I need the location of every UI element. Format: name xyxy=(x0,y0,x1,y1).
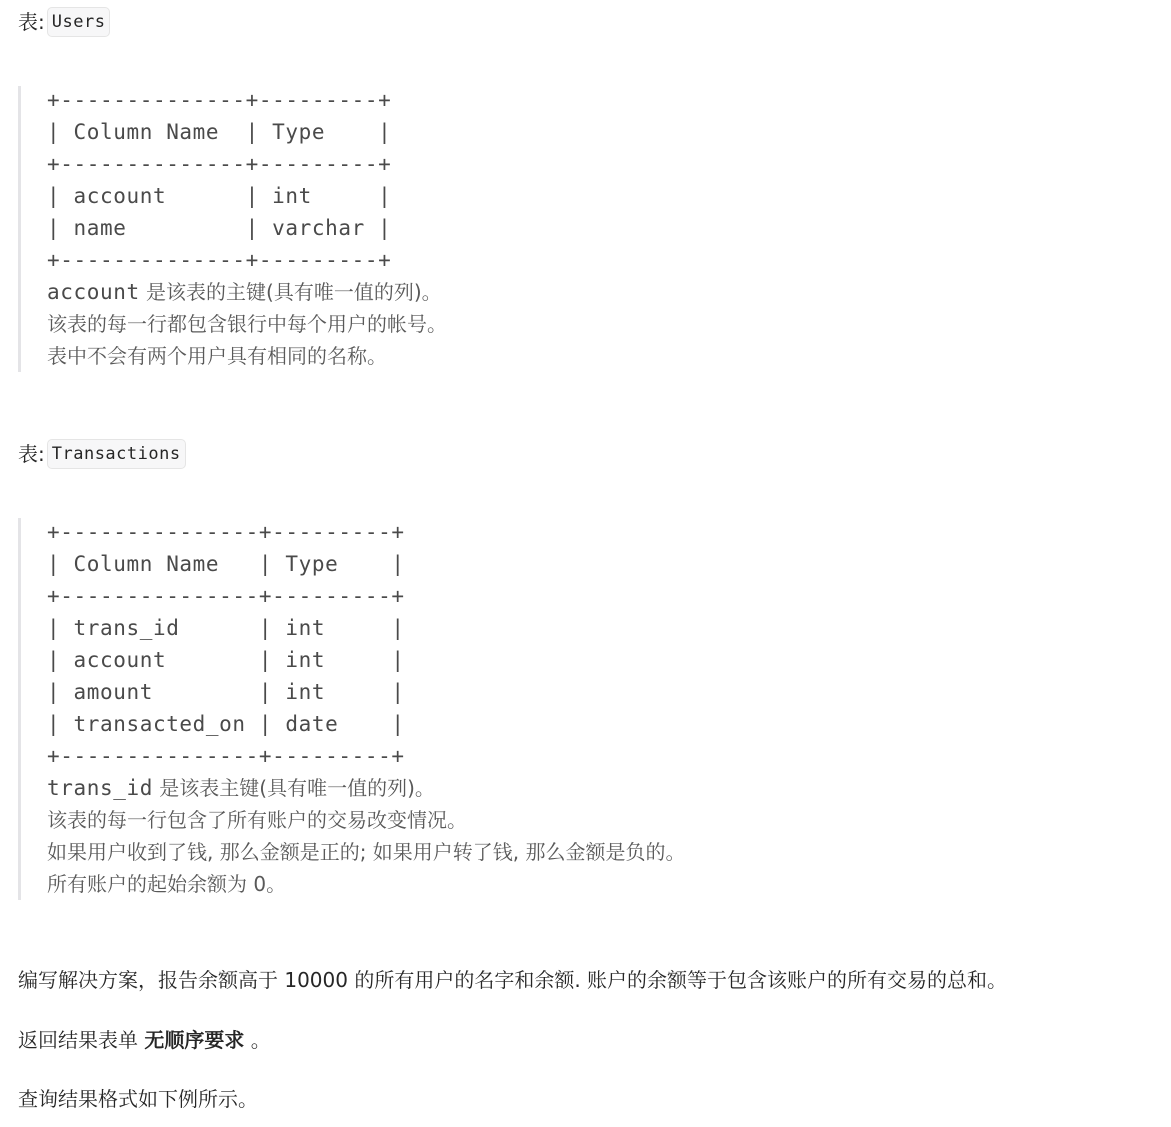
users-table-name: Users xyxy=(47,7,111,37)
users-table-label xyxy=(18,5,110,39)
note-text: 如果用户收到了钱, 那么金额是正的; 如果用户转了钱, 那么金额是负的。 xyxy=(47,840,686,864)
note-text: 表中不会有两个用户具有相同的名称。 xyxy=(47,344,387,368)
users-label-prefix: 表: xyxy=(18,10,45,34)
note-line xyxy=(47,836,686,868)
schema-line: +--------------+---------+ xyxy=(47,152,392,176)
note-line xyxy=(47,340,447,372)
schema-line: | Column Name | Type | xyxy=(47,552,405,576)
schema-line: +--------------+---------+ xyxy=(47,88,392,112)
note-code: trans_id xyxy=(47,776,153,800)
schema-line: +---------------+---------+ xyxy=(47,584,405,608)
schema-line: | account | int | xyxy=(47,184,392,208)
order-prefix: 返回结果表单 xyxy=(18,1028,145,1052)
note-line xyxy=(47,804,686,836)
schema-line: | Column Name | Type | xyxy=(47,120,392,144)
schema-line: +---------------+---------+ xyxy=(47,520,405,544)
transactions-table-name: Transactions xyxy=(47,439,186,469)
users-notes xyxy=(47,276,447,372)
order-bold: 无顺序要求 xyxy=(144,1028,245,1052)
note-line xyxy=(47,772,686,804)
note-code: account xyxy=(47,280,140,304)
schema-line: | trans_id | int | xyxy=(47,616,405,640)
format-note: 查询结果格式如下例所示。 xyxy=(18,1087,258,1111)
schema-line: | transacted_on | date | xyxy=(47,712,405,736)
users-schema-block xyxy=(18,86,447,372)
transactions-table-label xyxy=(18,437,186,471)
note-line xyxy=(47,868,686,900)
note-text: 所有账户的起始余额为 0。 xyxy=(47,872,287,896)
transactions-label-prefix: 表: xyxy=(18,442,45,466)
note-text: 该表的每一行包含了所有账户的交易改变情况。 xyxy=(47,808,467,832)
schema-line: | amount | int | xyxy=(47,680,405,704)
note-line xyxy=(47,276,447,308)
order-requirement xyxy=(18,1025,271,1055)
note-text: 是该表的主键(具有唯一值的列)。 xyxy=(139,280,442,304)
order-suffix: 。 xyxy=(244,1028,271,1052)
schema-line: | name | varchar | xyxy=(47,216,392,240)
transactions-notes xyxy=(47,772,686,900)
schema-line: | account | int | xyxy=(47,648,405,672)
note-line xyxy=(47,308,447,340)
task-description: 编写解决方案，报告余额高于 10000 的所有用户的名字和余额. 账户的余额等于包含该账户的所有交易的总和。 xyxy=(18,968,1008,992)
schema-line: +---------------+---------+ xyxy=(47,744,405,768)
note-text: 该表的每一行都包含银行中每个用户的帐号。 xyxy=(47,312,447,336)
transactions-schema xyxy=(47,516,686,772)
users-schema xyxy=(47,84,447,276)
transactions-schema-block xyxy=(18,518,686,900)
note-text: 是该表主键(具有唯一值的列)。 xyxy=(152,776,435,800)
schema-line: +--------------+---------+ xyxy=(47,248,392,272)
